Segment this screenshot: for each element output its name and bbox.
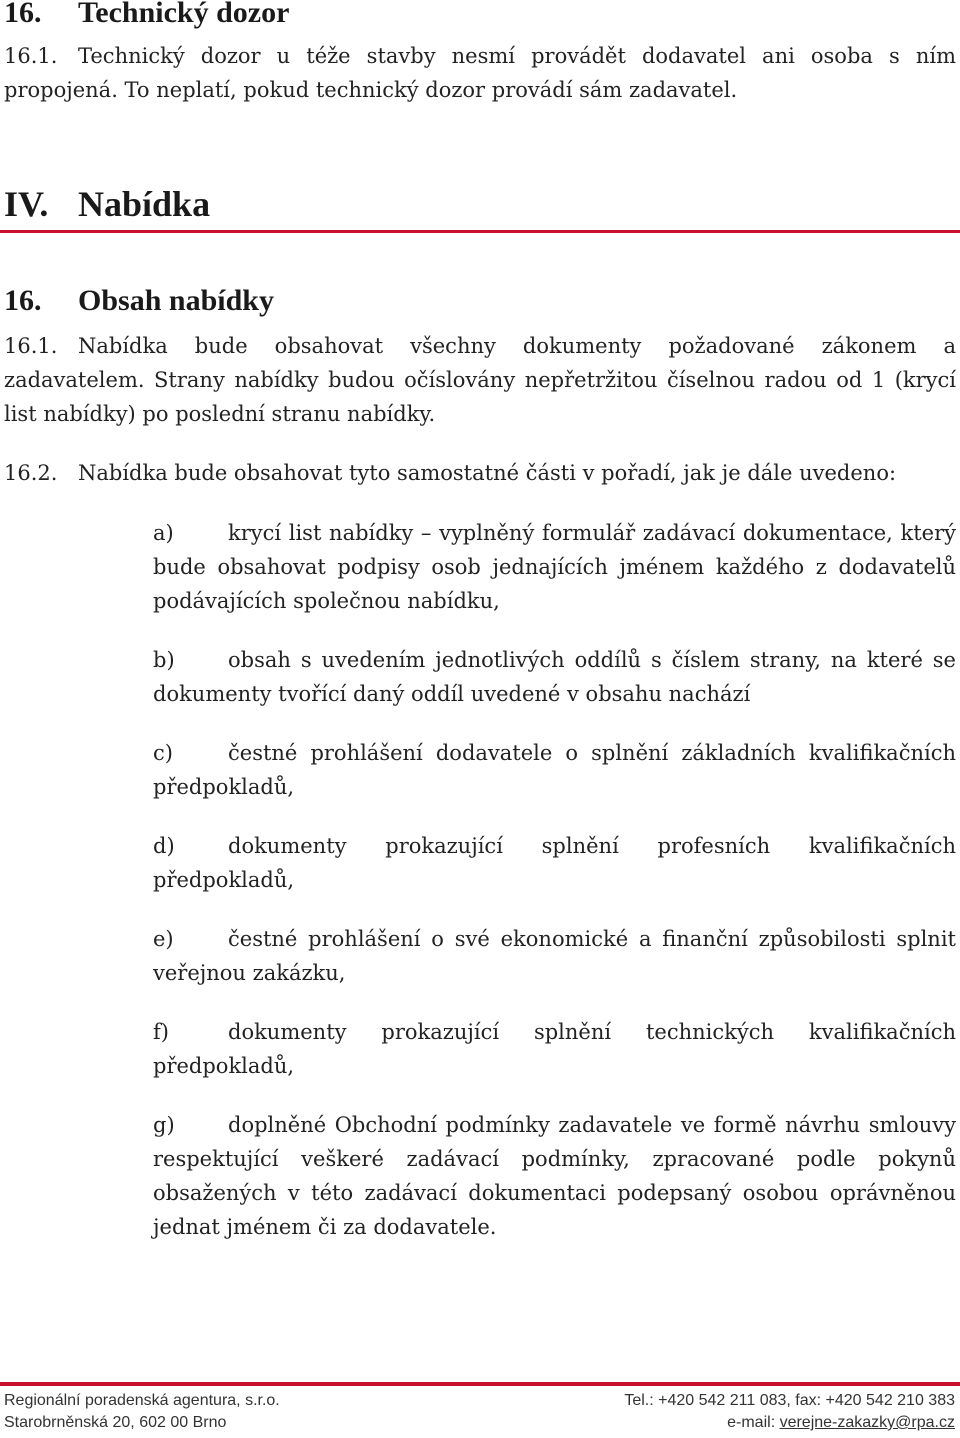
list-item	[153, 643, 956, 711]
footer-divider	[0, 1382, 960, 1386]
paragraph-number: 16.1.	[4, 44, 58, 68]
list-item-text: obsah s uvedením jednotlivých oddílů s číslem strany, na které se dokumenty tvořící daný oddíl uvedené v obsahu nachází	[153, 648, 956, 706]
list-item-text: čestné prohlášení o své ekonomické a finanční způsobilosti splnit veřejnou zakázku,	[153, 927, 956, 985]
section-number: 16.	[4, 284, 42, 317]
section-title: Technický dozor	[78, 0, 290, 29]
list-item-letter: b)	[153, 648, 175, 672]
part-title: Nabídka	[78, 184, 211, 224]
paragraph-16-2-offer	[4, 456, 956, 490]
list-item-letter: e)	[153, 927, 174, 951]
list-item-letter: c)	[153, 741, 173, 765]
list-item-letter: d)	[153, 834, 175, 858]
list-item-text: dokumenty prokazující splnění technických kvalifikačních předpokladů,	[153, 1020, 956, 1078]
paragraph-text: Nabídka bude obsahovat tyto samostatné části v pořadí, jak je dále uvedeno:	[78, 461, 897, 485]
list-item	[153, 736, 956, 804]
list-item	[153, 1015, 956, 1083]
footer-email-label: e-mail:	[727, 1414, 780, 1431]
list-item-letter: a)	[153, 521, 174, 545]
section-title: Obsah nabídky	[78, 284, 274, 317]
footer-email-link[interactable]: verejne-zakazky@rpa.cz	[779, 1414, 955, 1431]
list-item	[153, 516, 956, 618]
part-number: IV.	[4, 184, 49, 224]
list-item-text: dokumenty prokazující splnění profesních kvalifikačních předpokladů,	[153, 834, 956, 892]
part-divider	[0, 230, 960, 233]
section-heading-offer-content	[4, 284, 274, 318]
list-item-text: čestné prohlášení dodavatele o splnění základních kvalifikačních předpokladů,	[153, 741, 956, 799]
part-heading-offer	[4, 183, 210, 225]
paragraph-number: 16.2.	[4, 461, 58, 485]
footer-phone: Tel.: +420 542 211 083, fax: +420 542 210 383	[624, 1392, 955, 1409]
list-item-text: doplněné Obchodní podmínky zadavatele ve formě návrhu smlouvy respektující veškeré zadávací podmínky, zpracované podle pokynů obsažených v této zadávací dokumentaci podepsaný osobou oprávněnou jednat jménem či za dodavatele.	[153, 1113, 956, 1239]
list-item-letter: g)	[153, 1113, 175, 1137]
paragraph-number: 16.1.	[4, 334, 58, 358]
section-heading-technical-supervision	[4, 0, 289, 30]
paragraph-16-1-supervision	[4, 39, 956, 107]
footer-company: Regionální poradenská agentura, s.r.o.	[4, 1392, 280, 1409]
section-number: 16.	[4, 0, 42, 29]
list-item-letter: f)	[153, 1020, 169, 1044]
paragraph-16-1-offer	[4, 329, 956, 431]
list-item	[153, 922, 956, 990]
list-item	[153, 1108, 956, 1244]
paragraph-text: Nabídka bude obsahovat všechny dokumenty požadované zákonem a zadavatelem. Strany nabídky budou očíslovány nepřetržitou číselnou radou od 1 (krycí list nabídky) po poslední stranu nabídky.	[4, 334, 956, 426]
list-item-text: krycí list nabídky – vyplněný formulář zadávací dokumentace, který bude obsahovat podpisy osob jednajících jménem každého z dodavatelů podávajících společnou nabídku,	[153, 521, 956, 613]
footer-address: Starobrněnská 20, 602 00 Brno	[4, 1414, 227, 1431]
footer-email	[727, 1412, 955, 1434]
list-item	[153, 829, 956, 897]
paragraph-text: Technický dozor u téže stavby nesmí provádět dodavatel ani osoba s ním propojená. To neplatí, pokud technický dozor provádí sám zadavatel.	[4, 44, 956, 102]
